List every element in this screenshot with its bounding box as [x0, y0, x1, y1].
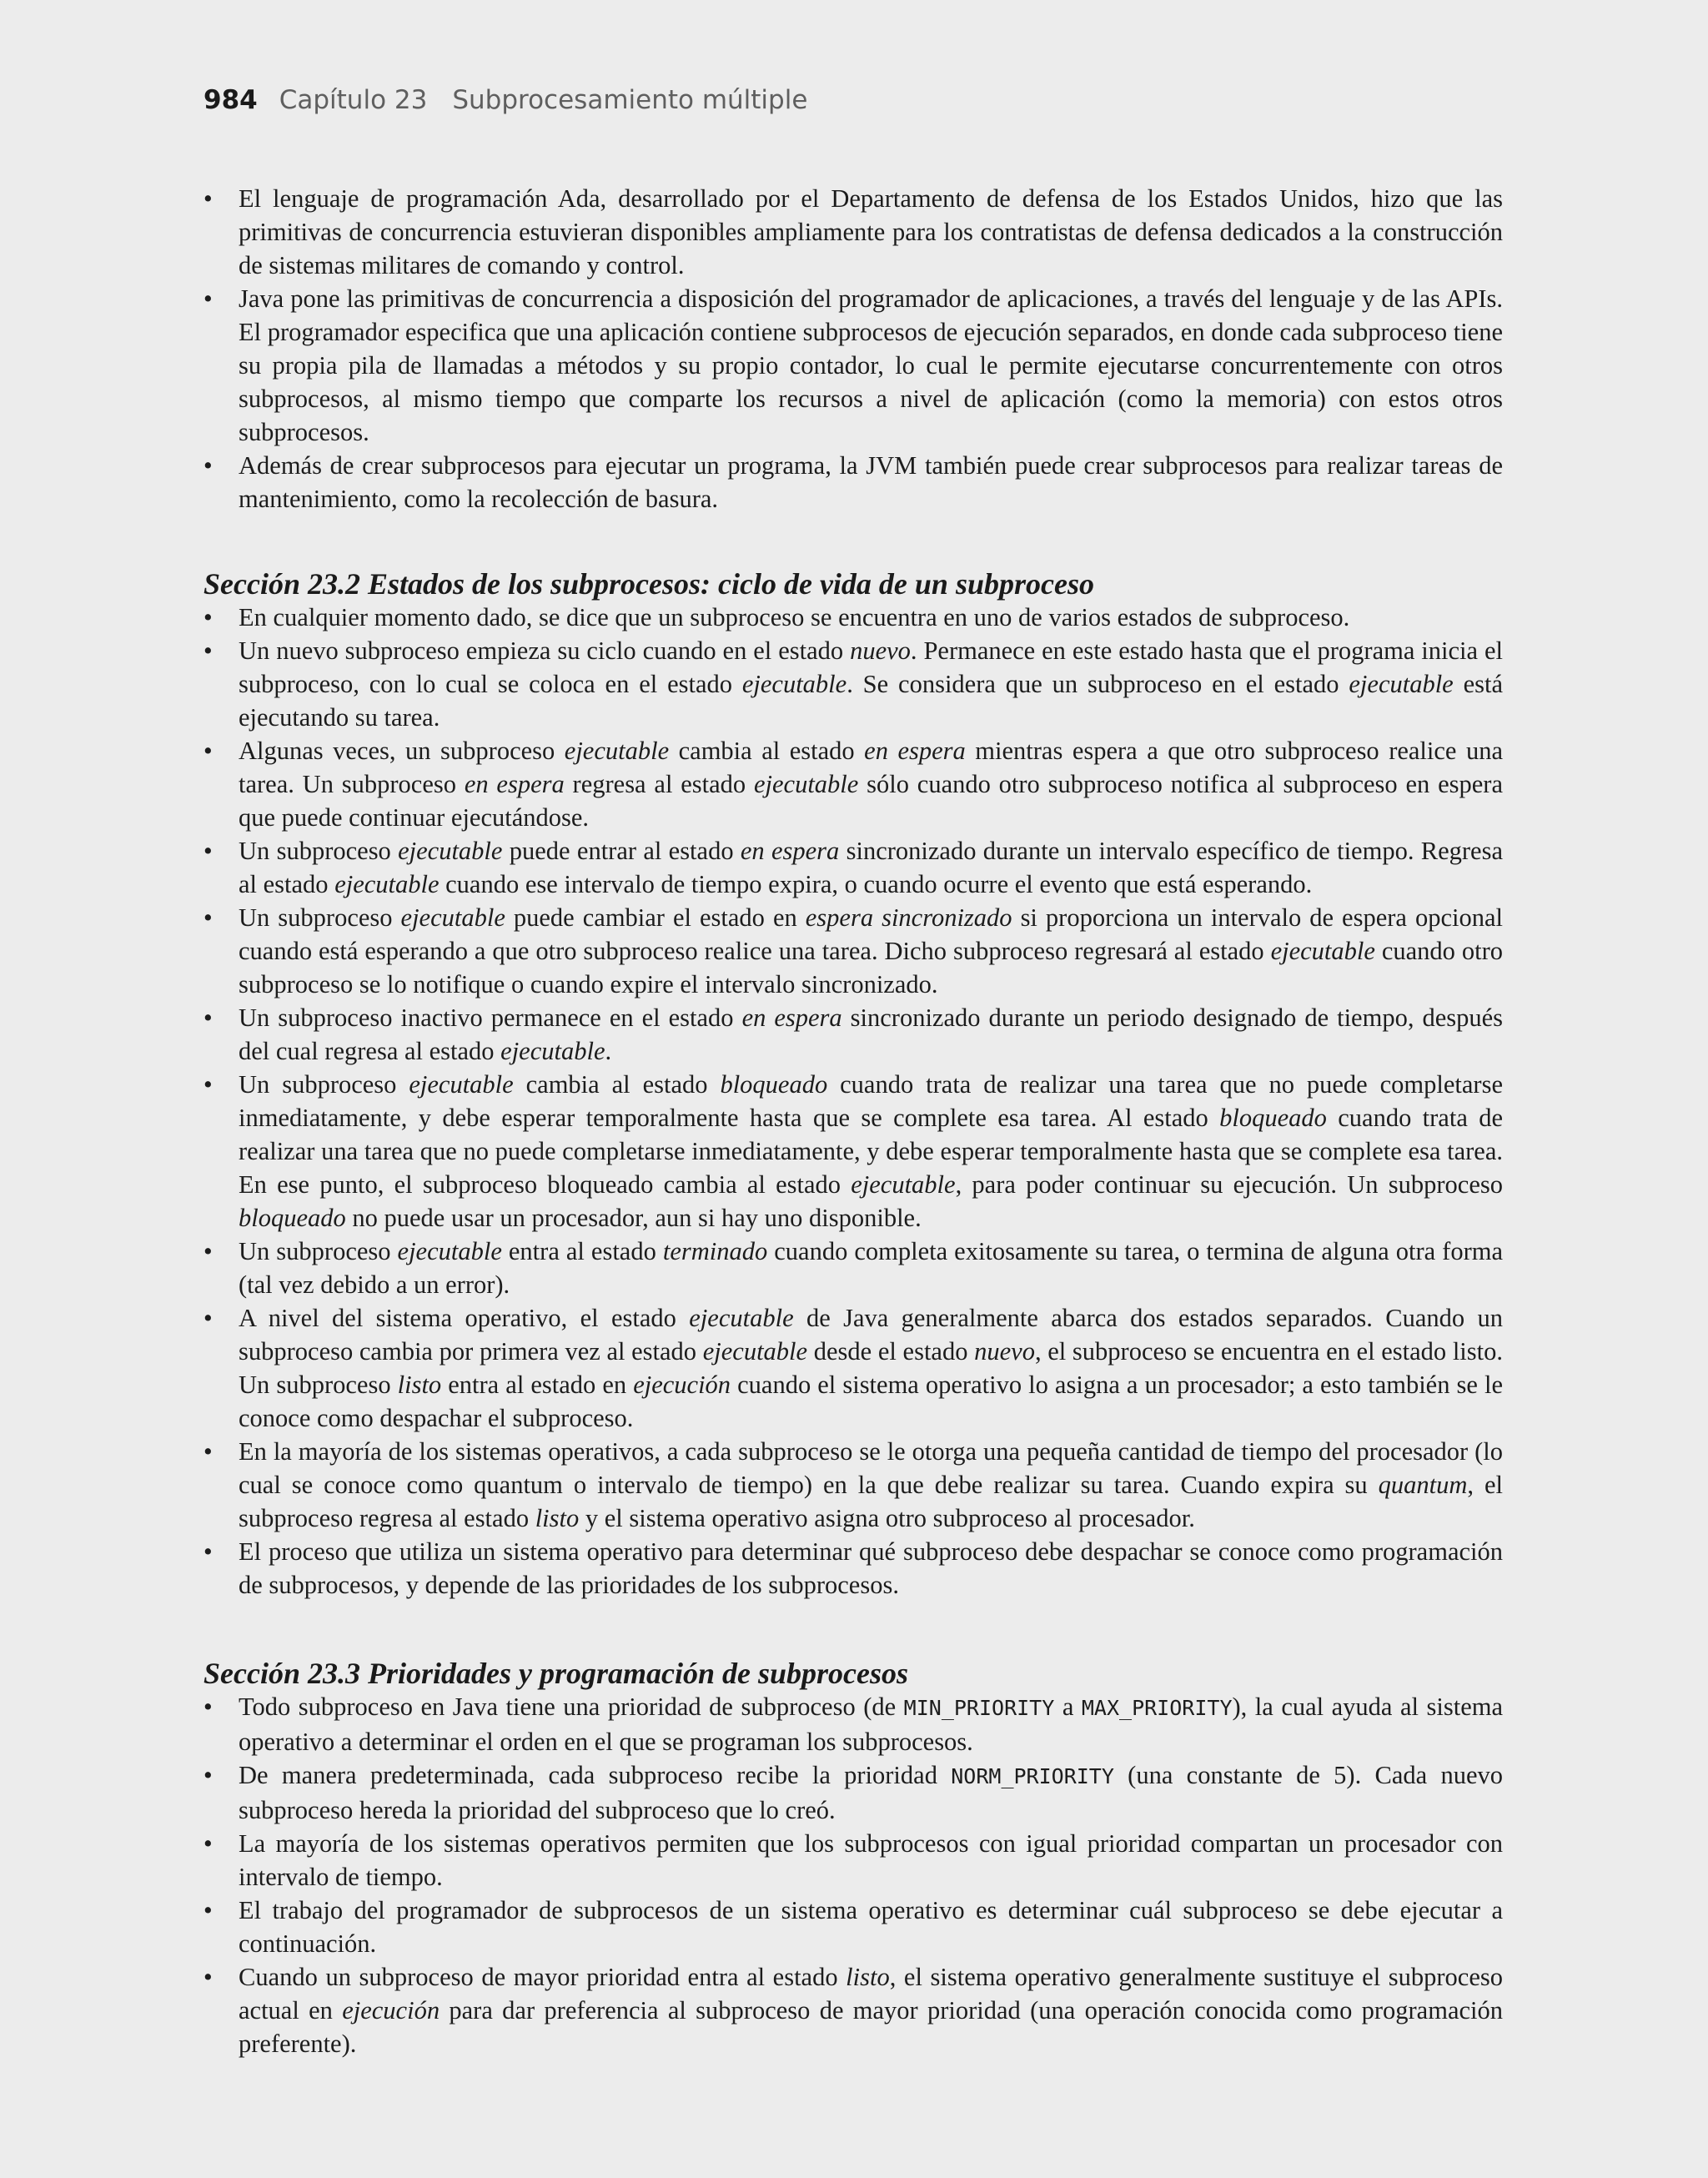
- section-spacer: [203, 516, 1503, 567]
- text-run: Un subproceso inactivo permanece en el estado: [239, 1003, 742, 1032]
- text-run: de Java generalmente abarca dos estados separados. Cuando un subproceso cambia por primera vez al estado: [239, 1304, 1503, 1366]
- text-run: Un subproceso: [239, 1070, 409, 1099]
- list-item: [203, 601, 1503, 634]
- list-item: [203, 1235, 1503, 1301]
- italic-term: bloqueado: [239, 1204, 346, 1232]
- text-run: Java pone las primitivas de concurrencia a disposición del programador de aplicaciones, a través del lenguaje y de las APIs. El programador especifica que una aplicación contiene subprocesos de ejecución separados, en donde cada subproceso tiene su propia pila de llamadas a métodos y su propio contador, lo cual le permite ejecutarse concurrentemente con otros subprocesos, al mismo tiempo que comparte los recursos a nivel de aplicación (como la memoria) con estos otros subprocesos.: [239, 284, 1503, 446]
- text-run: no puede usar un procesador, aun si hay uno disponible.: [345, 1204, 922, 1232]
- text-run: La mayoría de los sistemas operativos permiten que los subprocesos con igual prioridad compartan un procesador con intervalo de tiempo.: [239, 1829, 1503, 1891]
- list-item: [203, 182, 1503, 282]
- code-constant: NORM_PRIORITY: [951, 1764, 1114, 1788]
- text-run: cuando ese intervalo de tiempo expira, o cuando ocurre el evento que está esperando.: [439, 870, 1313, 898]
- section-bullet-list: [203, 601, 1503, 1602]
- text-run: En cualquier momento dado, se dice que un subproceso se encuentra en uno de varios estados de subproceso.: [239, 603, 1350, 631]
- list-item: [203, 734, 1503, 834]
- italic-term: listo: [397, 1371, 442, 1399]
- text-run: Un subproceso: [239, 1237, 398, 1265]
- text-run: El lenguaje de programación Ada, desarrollado por el Departamento de defensa de los Estados Unidos, hizo que las primitivas de concurrencia estuvieran disponibles ampliamente para los contratistas de defensa dedicados a la construcción de sistemas militares de comando y control.: [239, 184, 1503, 279]
- text-run: y el sistema operativo asigna otro subproceso al procesador.: [579, 1504, 1195, 1532]
- text-run: .: [605, 1037, 612, 1065]
- italic-term: espera sincronizado: [805, 903, 1012, 932]
- list-item: [203, 1690, 1503, 1758]
- text-run: A nivel del sistema operativo, el estado: [239, 1304, 690, 1332]
- italic-term: ejecutable: [409, 1070, 514, 1099]
- italic-term: terminado: [662, 1237, 768, 1265]
- list-item: [203, 1068, 1503, 1235]
- italic-term: quantum: [1378, 1471, 1468, 1499]
- section-heading: Sección 23.2 Estados de los subprocesos: ciclo de vida de un subproceso: [203, 567, 1094, 601]
- text-run: cambia al estado: [513, 1070, 721, 1099]
- text-run: cuando trata de realizar una tarea que no puede completarse inmediatamente, y debe esperar temporalmente hasta que se complete esa tarea. Al estado: [239, 1070, 1503, 1132]
- text-run: ), la cual ayuda al sistema operativo a determinar el orden en el que se programan los subprocesos.: [239, 1693, 1503, 1756]
- list-item: [203, 1435, 1503, 1535]
- text-run: . Permanece en este estado hasta que el programa inicia el subproceso, con lo cual se coloca en el estado: [239, 636, 1503, 698]
- chapter-title: Subprocesamiento múltiple: [452, 85, 808, 115]
- page-number: 984: [203, 85, 258, 115]
- section-bullet-list: [203, 1690, 1503, 2060]
- text-run: Todo subproceso en Java tiene una prioridad de subproceso (de: [239, 1693, 904, 1721]
- text-run: regresa al estado: [564, 770, 754, 798]
- italic-term: ejecutable: [398, 837, 503, 865]
- italic-term: nuevo: [850, 636, 911, 665]
- chapter-label: Capítulo 23: [279, 85, 428, 115]
- text-run: El proceso que utiliza un sistema operativo para determinar qué subproceso debe despachar se conoce como programación de subprocesos, y depende de las prioridades de los subprocesos.: [239, 1537, 1503, 1599]
- italic-term: ejecutable: [1349, 670, 1454, 698]
- italic-term: ejecución: [342, 1996, 440, 2025]
- italic-term: en espera: [464, 770, 565, 798]
- text-run: De manera predeterminada, cada subproceso recibe la prioridad: [239, 1761, 952, 1789]
- italic-term: ejecutable: [741, 670, 847, 698]
- text-run: para dar preferencia al subproceso de mayor prioridad (una operación conocida como programación preferente).: [239, 1996, 1503, 2058]
- text-run: , para poder continuar su ejecución. Un subproceso: [955, 1170, 1503, 1199]
- text-run: cuando el sistema operativo lo asigna a un procesador; a esto también se le conoce como despachar el subproceso.: [239, 1371, 1504, 1432]
- text-run: El trabajo del programador de subprocesos de un sistema operativo es determinar cuál subproceso se debe ejecutar a continuación.: [239, 1896, 1503, 1958]
- italic-term: bloqueado: [720, 1070, 828, 1099]
- text-run: , el sistema operativo generalmente sustituye el subproceso actual en: [239, 1963, 1503, 2025]
- text-run: cambia al estado: [669, 737, 865, 765]
- text-run: desde el estado: [807, 1337, 975, 1366]
- list-item: [203, 449, 1503, 516]
- italic-term: ejecutable: [400, 903, 505, 932]
- section-heading: Sección 23.3 Prioridades y programación de subprocesos: [203, 1657, 908, 1690]
- text-run: entra al estado en: [441, 1371, 634, 1399]
- list-item: [203, 1758, 1503, 1827]
- list-item: [203, 1827, 1503, 1894]
- italic-term: en espera: [741, 1003, 842, 1032]
- text-run: puede cambiar el estado en: [505, 903, 806, 932]
- list-item: [203, 282, 1503, 449]
- italic-term: ejecutable: [500, 1037, 605, 1065]
- italic-term: ejecutable: [334, 870, 440, 898]
- text-run: a: [1054, 1693, 1082, 1721]
- list-item: [203, 1535, 1503, 1602]
- list-item: [203, 901, 1503, 1001]
- text-run: está ejecutando su tarea.: [239, 670, 1503, 732]
- text-run: cuando completa exitosamente su tarea, o termina de alguna otra forma (tal vez debido a un error).: [239, 1237, 1503, 1299]
- section-spacer: [203, 1602, 1503, 1657]
- text-run: , el subproceso se encuentra en el estado listo. Un subproceso: [239, 1337, 1503, 1399]
- text-run: (una constante de 5). Cada nuevo subproceso hereda la prioridad del subproceso que lo creó.: [239, 1761, 1503, 1824]
- page-content: [203, 182, 1503, 2060]
- italic-term: en espera: [740, 837, 840, 865]
- text-run: Algunas veces, un subproceso: [239, 737, 565, 765]
- text-run: , el subproceso regresa al estado: [239, 1471, 1504, 1532]
- code-constant: MAX_PRIORITY: [1081, 1696, 1233, 1720]
- list-item: [203, 1001, 1503, 1068]
- italic-term: ejecutable: [564, 737, 670, 765]
- text-run: mientras espera a que otro subproceso realice una tarea. Un subproceso: [239, 737, 1503, 798]
- list-item: [203, 1960, 1503, 2060]
- text-run: puede entrar al estado: [502, 837, 741, 865]
- italic-term: bloqueado: [1219, 1104, 1327, 1132]
- code-constant: MIN_PRIORITY: [903, 1696, 1055, 1720]
- text-run: Un nuevo subproceso empieza su ciclo cuando en el estado: [239, 636, 851, 665]
- italic-term: ejecutable: [1270, 937, 1375, 965]
- text-run: cuando trata de realizar una tarea que no puede completarse inmediatamente, y debe esperar temporalmente hasta que se complete esa tarea. En ese punto, el subproceso bloqueado cambia al estado: [239, 1104, 1503, 1199]
- running-head: [203, 80, 807, 120]
- text-run: si proporciona un intervalo de espera opcional cuando está esperando a que otro subproceso realice una tarea. Dicho subproceso regresará al estado: [239, 903, 1503, 965]
- italic-term: listo: [535, 1504, 580, 1532]
- text-run: . Se considera que un subproceso en el estado: [846, 670, 1349, 698]
- italic-term: ejecutable: [397, 1237, 502, 1265]
- italic-term: ejecutable: [851, 1170, 956, 1199]
- text-run: sincronizado durante un periodo designado de tiempo, después del cual regresa al estado: [239, 1003, 1504, 1065]
- text-run: En la mayoría de los sistemas operativos, a cada subproceso se le otorga una pequeña cantidad de tiempo del procesador (lo cual se conoce como quantum o intervalo de tiempo) en la que debe realizar su tarea. Cuando expira su: [239, 1437, 1503, 1499]
- italic-term: ejecutable: [689, 1304, 794, 1332]
- list-item: [203, 634, 1503, 734]
- list-item: [203, 834, 1503, 901]
- text-run: entra al estado: [501, 1237, 663, 1265]
- text-run: sincronizado durante un intervalo específico de tiempo. Regresa al estado: [239, 837, 1503, 898]
- text-run: sólo cuando otro subproceso notifica al subproceso en espera que puede continuar ejecutándose.: [239, 770, 1503, 832]
- text-run: cuando otro subproceso se lo notifique o cuando expire el intervalo sincronizado.: [239, 937, 1503, 998]
- italic-term: en espera: [864, 737, 966, 765]
- list-item: [203, 1301, 1503, 1435]
- italic-term: listo: [846, 1963, 890, 1991]
- text-run: Además de crear subprocesos para ejecutar un programa, la JVM también puede crear subprocesos para realizar tareas de mantenimiento, como la recolección de basura.: [239, 451, 1503, 513]
- italic-term: nuevo: [974, 1337, 1035, 1366]
- text-run: Un subproceso: [239, 903, 401, 932]
- text-run: Cuando un subproceso de mayor prioridad entra al estado: [239, 1963, 846, 1991]
- italic-term: ejecución: [633, 1371, 731, 1399]
- intro-bullet-list: [203, 182, 1503, 516]
- list-item: [203, 1894, 1503, 1960]
- text-run: Un subproceso: [239, 837, 399, 865]
- italic-term: ejecutable: [753, 770, 859, 798]
- italic-term: ejecutable: [702, 1337, 808, 1366]
